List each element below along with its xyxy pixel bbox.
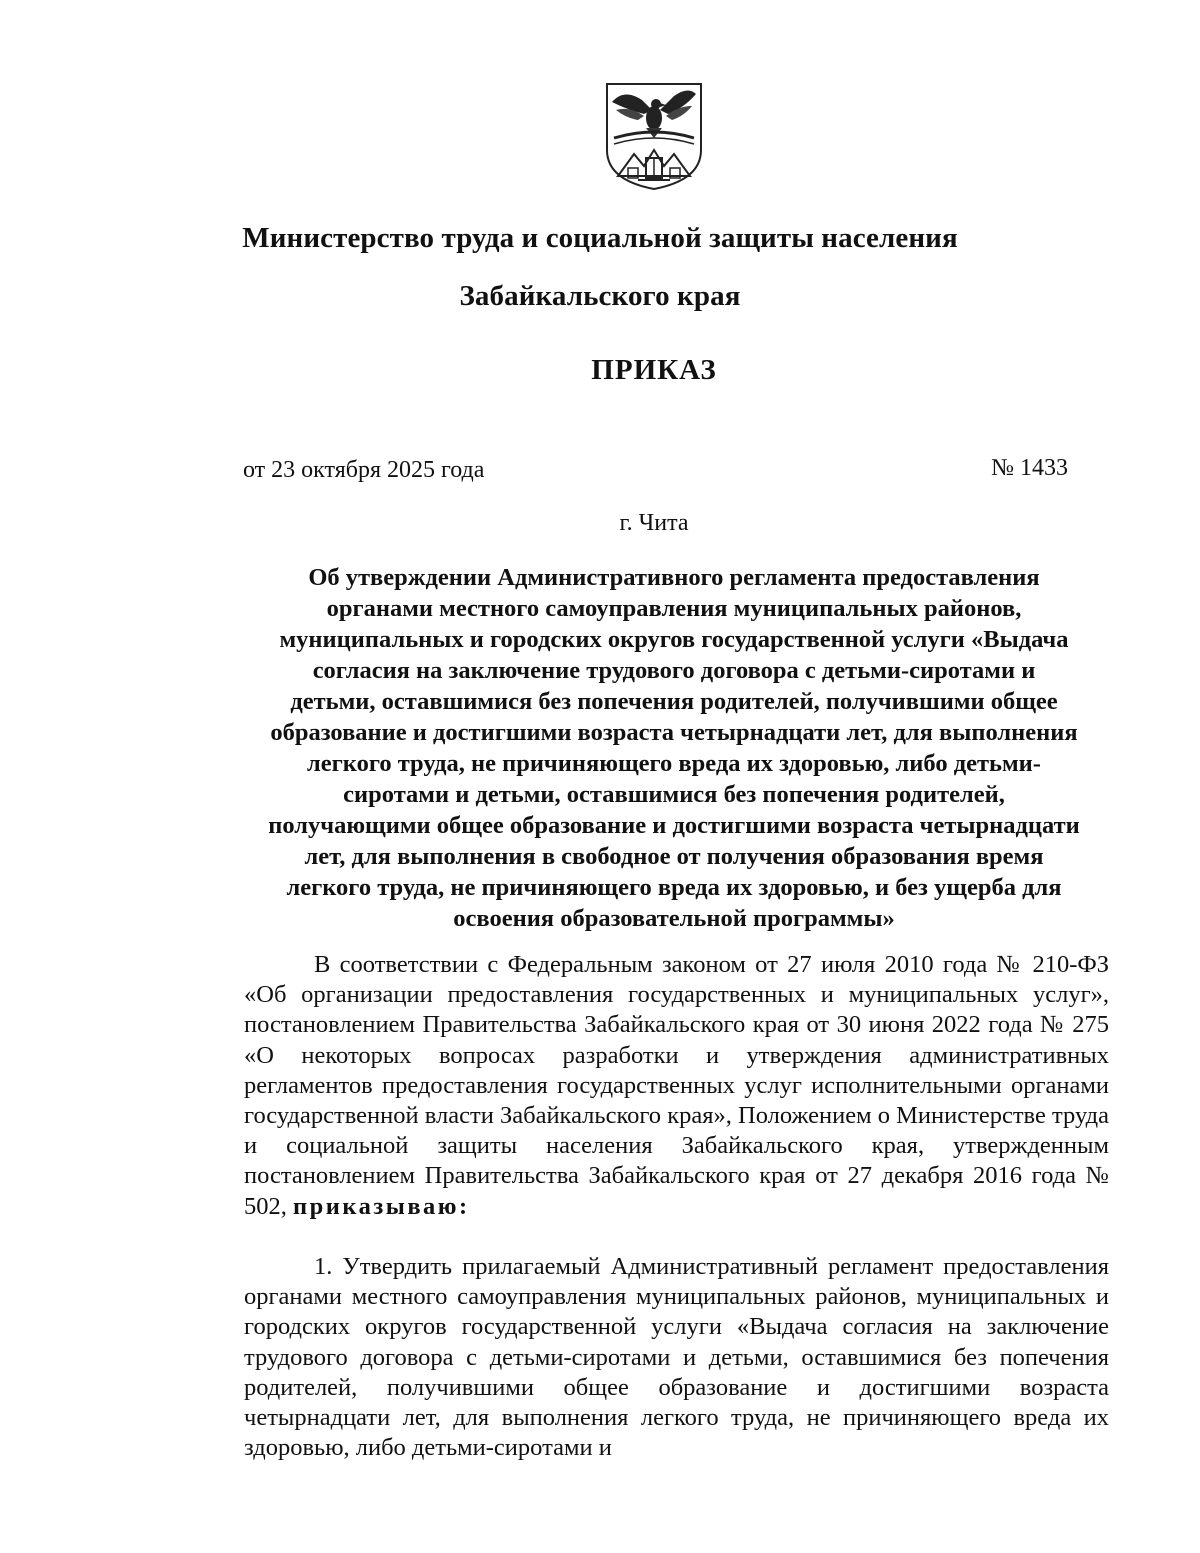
title-line: получающими общее образование и достигшими возраста четырнадцати: [268, 812, 1080, 839]
title-line: детьми, оставшимися без попечения родителей, получившими общее: [290, 688, 1058, 715]
clause-1-text: 1. Утвердить прилагаемый Административный регламент предоставления органами местного самоуправления муниципальных районов, муниципальных и городских округов государственной услуги «Выдача согласия на заключение трудового договора с детьми-сиротами и детьми, оставшимися без попечения родителей, получившими общее образование и достигшими возраста четырнадцати лет, для выполнения легкого труда, не причиняющего вреда их здоровью, либо детьми-сиротами и: [244, 1253, 1109, 1462]
document-city: г. Чита: [619, 510, 689, 536]
title-line: органами местного самоуправления муниципальных районов,: [326, 595, 1022, 622]
clause-1-paragraph: [244, 1252, 1109, 1463]
title-line: легкого труда, не причиняющего вреда их здоровью, либо детьми-: [307, 750, 1041, 777]
title-line: лет, для выполнения в свободное от получения образования время: [304, 843, 1044, 870]
title-line: Об утверждении Административного регламента предоставления: [308, 564, 1040, 591]
title-line: муниципальных и городских округов государственной услуги «Выдача: [279, 626, 1069, 653]
title-line: сиротами и детьми, оставшимися без попечения родителей,: [343, 781, 1005, 808]
ministry-name-line2: Забайкальского края: [459, 280, 741, 312]
preamble-paragraph: [244, 950, 1109, 1222]
title-line: согласия на заключение трудового договора с детьми-сиротами и: [312, 657, 1036, 684]
document-type: ПРИКАЗ: [591, 354, 717, 386]
title-line: освоения образовательной программы»: [453, 905, 895, 932]
ministry-name-line1: Министерство труда и социальной защиты населения: [242, 222, 958, 254]
title-line: легкого труда, не причиняющего вреда их здоровью, и без ущерба для: [286, 874, 1062, 901]
preamble-text: В соответствии с Федеральным законом от 27 июля 2010 года № 210-ФЗ «Об организации предоставления государственных и муниципальных услуг», постановлением Правительства Забайкальского края от 30 июня 2022 года № 275 «О некоторых вопросах разработки и утверждения административных регламентов предоставления государственных услуг исполнительными органами государственной власти Забайкальского края», Положением о Министерстве труда и социальной защиты населения Забайкальского края, утвержденным постановлением Правительства Забайкальского края от 27 декабря 2016 года № 502,: [244, 951, 1109, 1220]
document-title: [240, 562, 1108, 934]
title-line: образование и достигшими возраста четырнадцати лет, для выполнения: [270, 719, 1078, 746]
order-word: приказываю:: [293, 1192, 470, 1220]
document-number: № 1433: [991, 455, 1068, 481]
document-date: от 23 октября 2025 года: [243, 457, 485, 483]
coat-of-arms-icon: [604, 80, 704, 192]
